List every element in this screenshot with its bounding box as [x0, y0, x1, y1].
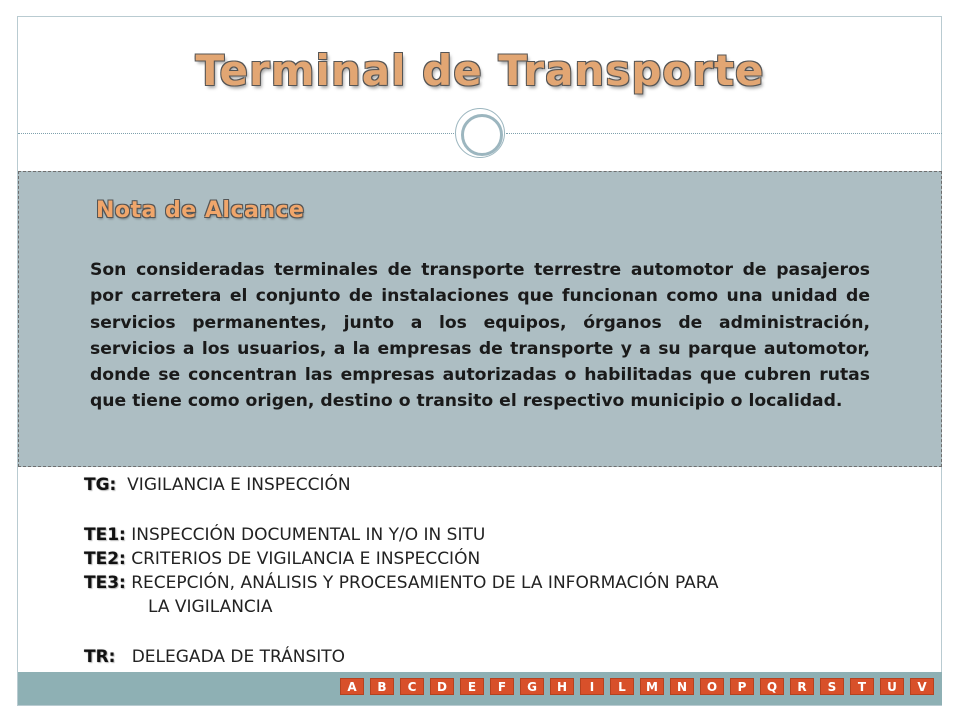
letter-button-o[interactable]: O: [700, 678, 724, 695]
term-code: TG:: [84, 475, 117, 495]
term-label: RECEPCIÓN, ANÁLISIS Y PROCESAMIENTO DE LA INFORMACIÓN PARA: [131, 573, 719, 593]
divider-right: [506, 133, 942, 134]
letter-button-v[interactable]: V: [910, 678, 934, 695]
alphabet-nav-bar: [18, 672, 942, 705]
letter-button-s[interactable]: S: [820, 678, 844, 695]
term-tr: [84, 645, 924, 669]
letter-button-c[interactable]: C: [400, 678, 424, 695]
scope-note-heading: Nota de Alcance: [96, 198, 305, 223]
term-te3-continuation: LA VIGILANCIA: [148, 597, 273, 617]
term-label: INSPECCIÓN DOCUMENTAL IN Y/O IN SITU: [131, 525, 486, 545]
term-tg: [84, 473, 924, 497]
term-code: TE3:: [84, 573, 126, 593]
letter-button-u[interactable]: U: [880, 678, 904, 695]
circle-ornament-icon: [455, 108, 505, 158]
term-code: TR:: [84, 647, 116, 667]
term-label: CRITERIOS DE VIGILANCIA E INSPECCIÓN: [131, 549, 481, 569]
scope-note-text: Son consideradas terminales de transporte terrestre automotor de pasajeros por carretera el conjunto de instalaciones que funcionan como una unidad de servicios permanentes, junto a los equipos, órganos de administración, servicios a los usuarios, a la empresas de transporte y a su parque automotor, donde se concentran las empresas autorizadas o habilitadas que cubren rutas que tiene como origen, destino o transito el respectivo municipio o localidad.: [90, 260, 870, 412]
page-title: Terminal de Transporte: [195, 46, 765, 95]
letter-button-r[interactable]: R: [790, 678, 814, 695]
letter-button-m[interactable]: M: [640, 678, 664, 695]
term-code: TE1:: [84, 525, 126, 545]
alphabet-nav: [340, 678, 934, 695]
letter-button-p[interactable]: P: [730, 678, 754, 695]
term-te3: [84, 571, 924, 595]
letter-button-i[interactable]: I: [580, 678, 604, 695]
term-code: TE2:: [84, 549, 126, 569]
term-te-group: [84, 523, 924, 619]
letter-button-e[interactable]: E: [460, 678, 484, 695]
letter-button-g[interactable]: G: [520, 678, 544, 695]
letter-button-d[interactable]: D: [430, 678, 454, 695]
term-te1: [84, 523, 924, 547]
letter-button-h[interactable]: H: [550, 678, 574, 695]
letter-button-l[interactable]: L: [610, 678, 634, 695]
letter-button-f[interactable]: F: [490, 678, 514, 695]
letter-button-q[interactable]: Q: [760, 678, 784, 695]
divider-left: [18, 133, 454, 134]
letter-button-t[interactable]: T: [850, 678, 874, 695]
letter-button-b[interactable]: B: [370, 678, 394, 695]
letter-button-a[interactable]: A: [340, 678, 364, 695]
term-label: DELEGADA DE TRÁNSITO: [131, 647, 346, 667]
letter-button-n[interactable]: N: [670, 678, 694, 695]
term-te2: [84, 547, 924, 571]
term-label: VIGILANCIA E INSPECCIÓN: [127, 475, 351, 495]
